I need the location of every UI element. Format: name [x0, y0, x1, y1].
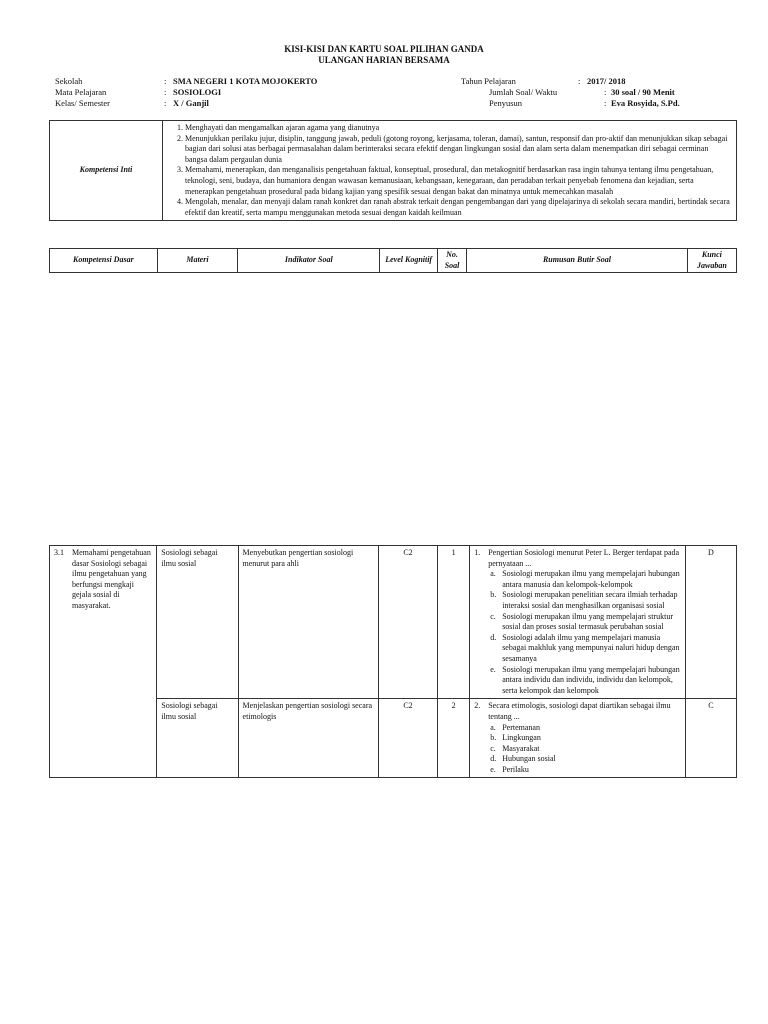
level-cell: C2 — [378, 699, 437, 778]
kunci-cell: D — [685, 546, 736, 699]
question-text: Secara etimologis, sosiologi dapat diartikan sebagai ilmu tentang ... — [488, 701, 671, 721]
ki-item-2: 2. Menunjukkan perilaku jujur, disiplin, tanggung jawab, peduli (gotong royong, kerjasama, toleran, damai), santun, responsif dan pro-aktif dan menunjukkan sikap sebagai bagian dari solusi atas berbagai permasalahan dalam berinteraksi secara efektif dengan lingkungan sosial dan alam serta dalam menempatkan diri sebagai cerminan bangsa dalam pergaulan dunia — [185, 134, 732, 166]
question-cell — [470, 546, 686, 699]
kunci-cell: C — [685, 699, 736, 778]
colon: : — [164, 87, 167, 97]
kompetensi-inti-label: Kompetensi Inti — [50, 121, 163, 221]
option-letter: a. — [490, 569, 496, 579]
option-letter: d. — [490, 754, 497, 764]
col-level: Level Kognitif — [380, 249, 438, 273]
sekolah-label: Sekolah — [55, 76, 83, 86]
penyusun-label: Penyusun — [489, 98, 523, 108]
no-soal-cell: 1 — [438, 546, 470, 699]
sekolah-value: SMA NEGERI 1 KOTA MOJOKERTO — [173, 76, 318, 86]
jumlah-label: Jumlah Soal/ Waktu — [489, 87, 558, 97]
option-text: Sosiologi adalah ilmu yang mempelajari manusia sebagai makhluk yang mempunyai naluri hidup dengan sesamanya — [502, 632, 680, 663]
option-text: Pertemanan — [502, 722, 540, 732]
kompetensi-inti-list-cell — [163, 121, 737, 221]
colon: : — [578, 76, 581, 86]
no-soal-cell: 2 — [438, 699, 470, 778]
indikator-cell: Menjelaskan pengertian sosiologi secara etimologis — [238, 699, 378, 778]
option-letter: d. — [490, 632, 497, 642]
col-kompetensi-dasar: Kompetensi Dasar — [50, 249, 158, 273]
question-text: Pengertian Sosiologi menurut Peter L. Berger terdapat pada pernyataan ... — [488, 548, 680, 568]
option-letter: e. — [490, 764, 496, 774]
option-text: Sosiologi merupakan penelitian secara ilmiah terhadap interaksi sosial dan menghasilkan organisasi sosial — [502, 590, 678, 610]
question-cell — [470, 699, 686, 778]
tahun-label: Tahun Pelajaran — [461, 76, 516, 86]
option-text: Masyarakat — [502, 743, 540, 753]
col-no-soal: No. Soal — [437, 249, 466, 273]
col-materi: Materi — [157, 249, 238, 273]
option-letter: a. — [490, 722, 496, 732]
document-subtitle: ULANGAN HARIAN BERSAMA — [318, 55, 450, 65]
question-number: 2. — [474, 701, 481, 711]
option-text: Lingkungan — [502, 733, 541, 743]
column-header-table — [49, 248, 737, 273]
kd-cell — [50, 546, 157, 778]
option-text: Perilaku — [502, 764, 529, 774]
mapel-label: Mata Pelajaran — [55, 87, 107, 97]
ki-item-1: 1. Menghayati dan mengamalkan ajaran agama yang dianutnya — [185, 123, 732, 134]
option-letter: c. — [490, 611, 496, 621]
kelas-value: X / Ganjil — [173, 98, 209, 108]
option-letter: e. — [490, 664, 496, 674]
col-kunci: Kunci Jawaban — [687, 249, 736, 273]
kd-text: Memahami pengetahuan dasar Sosiologi sebagai ilmu pengetahuan yang berfungsi mengkaji gejala sosial di masyarakat. — [72, 548, 151, 610]
kelas-label: Kelas/ Semester — [55, 98, 110, 108]
colon: : — [164, 98, 167, 108]
table-row — [50, 546, 737, 699]
option-text: Hubungan sosial — [502, 754, 556, 764]
option-letter: b. — [490, 590, 497, 600]
option-text: Sosiologi merupakan ilmu yang mempelajari hubungan antara individu dan individu, individu dan kelompok, serta kelompok dan kelompok — [502, 664, 680, 695]
option-text: Sosiologi merupakan ilmu yang mempelajari struktur sosial dan proses sosial termasuk perubahan sosial — [502, 611, 674, 632]
colon: : — [604, 87, 607, 97]
mapel-value: SOSIOLOGI — [173, 87, 222, 97]
jumlah-value: 30 soal / 90 Menit — [611, 87, 675, 97]
ki-item-4: 4. Mengolah, menalar, dan menyaji dalam ranah konkret dan ranah abstrak terkait dengan pengembangan dari yang dipelajarinya di sekolah secara mandiri, bertindak secara efektif dan kreatif, serta mampu menggunakan metoda sesuai dengan kaidah keilmuan — [185, 197, 732, 218]
tahun-value: 2017/ 2018 — [587, 76, 626, 86]
indikator-cell: Menyebutkan pengertian sosiologi menurut para ahli — [238, 546, 378, 699]
col-rumusan: Rumusan Butir Soal — [467, 249, 688, 273]
materi-cell: Sosiologi sebagai ilmu sosial — [157, 699, 238, 778]
option-letter: c. — [490, 743, 496, 753]
document-title: KISI-KISI DAN KARTU SOAL PILIHAN GANDA — [284, 44, 484, 54]
col-indikator: Indikator Soal — [238, 249, 380, 273]
question-table — [49, 545, 737, 778]
kd-number: 3.1 — [54, 548, 64, 557]
colon: : — [164, 76, 167, 86]
level-cell: C2 — [378, 546, 437, 699]
kompetensi-inti-table — [49, 120, 737, 221]
question-number: 1. — [474, 548, 481, 557]
penyusun-value: Eva Rosyida, S.Pd. — [611, 98, 680, 108]
colon: : — [604, 98, 607, 108]
option-letter: b. — [490, 733, 497, 743]
option-text: Sosiologi merupakan ilmu yang mempelajari hubungan antara manusia dan kelompok-kelompok — [502, 569, 680, 589]
ki-item-3: 3. Memahami, menerapkan, dan menganalisis pengetahuan faktual, konseptual, prosedural, dan metakognitif berdasarkan rasa ingin tahunya tentang ilmu pengetahuan, teknologi, seni, budaya, dan humaniora dengan wawasan kemanusiaan, kebangsaan, kenegaraan, dan peradaban terkait penyebab fenomena dan kejadian, serta menerapkan pengetahuan prosedural pada bidang kajian yang spesifik sesuai dengan bakat dan minatnya untuk memecahkan masalah — [185, 165, 732, 197]
materi-cell: Sosiologi sebagai ilmu sosial — [157, 546, 238, 699]
kompetensi-inti-list — [167, 123, 732, 218]
